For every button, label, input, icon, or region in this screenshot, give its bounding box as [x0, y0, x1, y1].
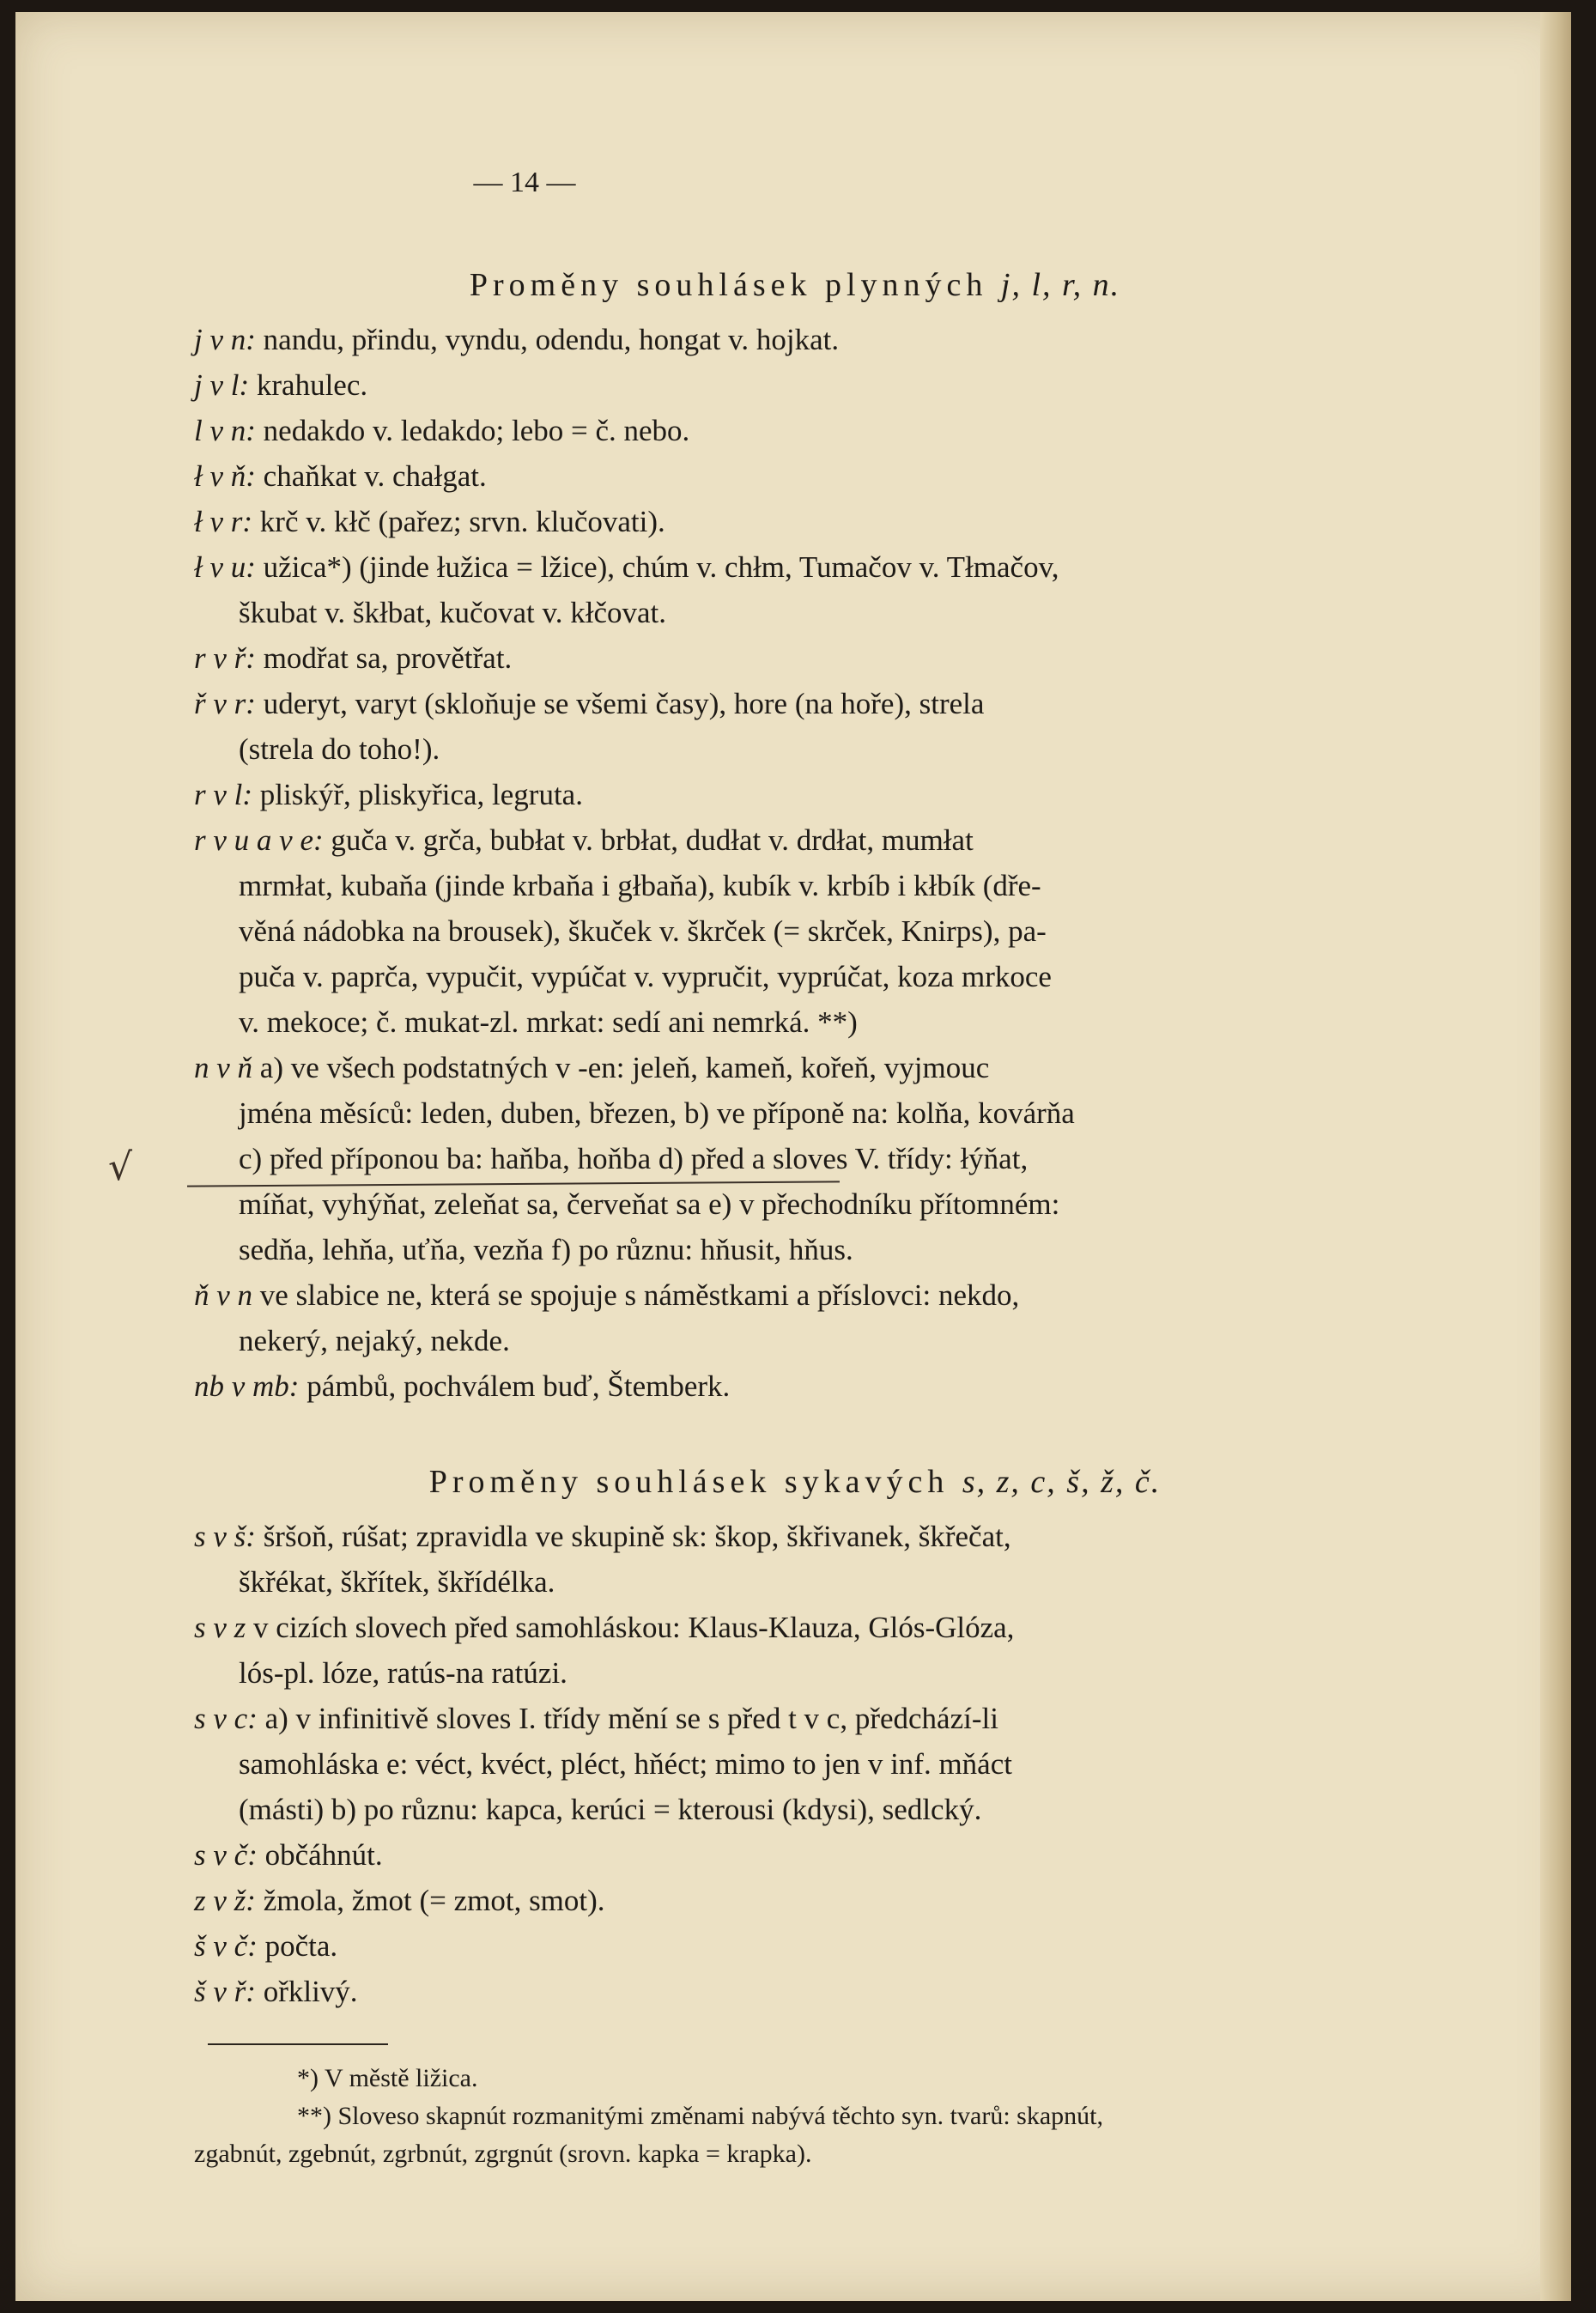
entry-line: ł v u: užica*) (jinde łužica = lžice), chúm v. chłm, Tumačov v. Tłmačov,	[194, 550, 1059, 584]
entry-line: r v l: pliskýř, pliskyřica, legruta.	[194, 778, 583, 811]
entry-line: j v l: krahulec.	[194, 368, 368, 402]
entry-line-continued: (strela do toho!).	[239, 732, 440, 766]
entry-line-continued: jména měsíců: leden, duben, březen, b) ve příponě na: kolňa, kovárňa	[239, 1096, 1075, 1130]
footnote-2: **) Sloveso skapnút rozmanitými změnami nabývá těchto syn. tvarů: skapnút,	[297, 2102, 1103, 2130]
heading-text: Proměny souhlásek sykavých	[428, 1464, 950, 1500]
entry-line-continued: samohláska e: véct, kvéct, pléct, hňéct; mimo to jen v inf. mňáct	[239, 1747, 1012, 1781]
heading-letters: j, l, r, n.	[1000, 267, 1121, 303]
entry-line: ł v r: krč v. kłč (pařez; srvn. klučovati).	[194, 505, 665, 538]
entry-line: ł v ň: chaňkat v. chałgat.	[194, 459, 487, 493]
book-page	[15, 12, 1571, 2301]
entry-line-continued: škubat v. škłbat, kučovat v. kłčovat.	[239, 596, 666, 629]
entry-line: r v ř: modřat sa, provětřat.	[194, 641, 513, 675]
entry-line-continued: mrmłat, kubaňa (jinde krbaňa i głbaňa), kubík v. krbíb i kłbík (dře-	[239, 869, 1041, 902]
section-heading-sibilants	[194, 1463, 1396, 1501]
entry-line: s v c: a) v infinitivě sloves I. třídy mění se s před t v c, předchází-li	[194, 1702, 998, 1735]
heading-text: Proměny souhlásek plynných	[469, 267, 988, 303]
entry-line: ř v r: uderyt, varyt (skloňuje se všemi časy), hore (na hoře), strela	[194, 687, 985, 720]
entry-line: j v n: nandu, přindu, vyndu, odendu, hongat v. hojkat.	[194, 323, 840, 356]
page-number: — 14 —	[473, 167, 576, 198]
entry-line: s v z v cizích slovech před samohláskou: Klaus-Klauza, Glós-Glóza,	[194, 1611, 1015, 1644]
footnote-rule	[208, 2043, 388, 2045]
footnote-2-continued: zgabnút, zgebnút, zgrbnút, zgrgnút (srovn. kapka = krapka).	[194, 2140, 812, 2168]
entry-line: š v č: počta.	[194, 1929, 338, 1963]
entry-line: z v ž: žmola, žmot (= zmot, smot).	[194, 1884, 605, 1917]
entry-line: s v č: občáhnút.	[194, 1838, 383, 1872]
entry-line-continued: věná nádobka na brousek), škuček v. škrček (= skrček, Knirps), pa-	[239, 914, 1047, 948]
heading-letters: s, z, c, š, ž, č.	[962, 1464, 1162, 1500]
entry-line-continued: míňat, vyhýňat, zeleňat sa, červeňat sa e) v přechodníku přítomném:	[239, 1187, 1060, 1221]
entry-line: š v ř: ořklivý.	[194, 1975, 358, 2008]
margin-check-mark: √	[108, 1145, 133, 1189]
entry-line-continued: nekerý, nejaký, nekde.	[239, 1324, 510, 1357]
entry-line: nb v mb: pámbů, pochválem buď, Štemberk.	[194, 1369, 731, 1403]
entry-line-continued: c) před příponou ba: haňba, hoňba d) před a sloves V. třídy: łýňat,	[239, 1142, 1029, 1175]
entry-line-continued: v. mekoce; č. mukat-zl. mrkat: sedí ani nemrká. **)	[239, 1005, 858, 1039]
footnote-1: *) V městě ližica.	[297, 2064, 478, 2092]
entry-line: s v š: šršoň, rúšat; zpravidla ve skupině sk: škop, škřivanek, škřečat,	[194, 1520, 1011, 1553]
entry-line: l v n: nedakdo v. ledakdo; lebo = č. nebo.	[194, 414, 690, 447]
pencil-underline	[187, 1181, 840, 1187]
page-edge	[1540, 12, 1571, 2301]
entry-line-continued: lós-pl. lóze, ratús-na ratúzi.	[239, 1656, 567, 1690]
entry-line-continued: sedňa, lehňa, uťňa, vezňa f) po různu: hňusit, hňus.	[239, 1233, 853, 1266]
entry-line: r v u a v e: guča v. grča, bubłat v. brbłat, dudłat v. drdłat, mumłat	[194, 823, 974, 857]
entry-line-continued: puča v. paprča, vypučit, vypúčat v. vypručit, vyprúčat, koza mrkoce	[239, 960, 1052, 993]
entry-line: ň v n ve slabice ne, která se spojuje s náměstkami a příslovci: nekdo,	[194, 1278, 1020, 1312]
entry-line-continued: (másti) b) po různu: kapca, kerúci = kterousi (kdysi), sedlcký.	[239, 1793, 982, 1826]
section-heading-liquids	[194, 266, 1396, 304]
entry-line-continued: škřékat, škřítek, škřídélka.	[239, 1565, 555, 1599]
entry-line: n v ň a) ve všech podstatných v -en: jeleň, kameň, kořeň, vyjmouc	[194, 1051, 990, 1084]
